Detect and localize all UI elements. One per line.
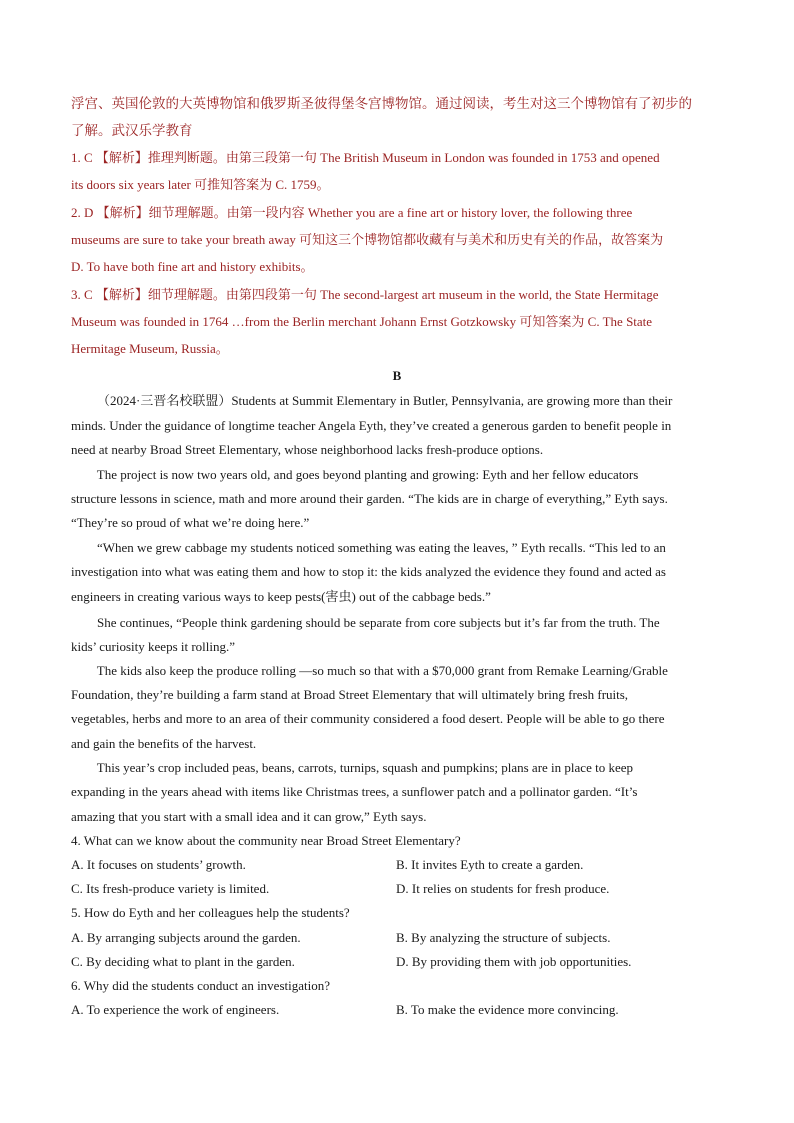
passage-p5-line-1: The kids also keep the produce rolling —so much so that with a $70,000 grant from Remake Learning/Grable [71, 663, 668, 678]
question-4-option-b: B. It invites Eyth to create a garden. [396, 857, 584, 872]
question-5-stem: 5. How do Eyth and her colleagues help the students? [71, 905, 350, 920]
passage-p2-line-1: The project is now two years old, and goes beyond planting and growing: Eyth and her fellow educators [71, 467, 639, 482]
section-heading: B [392, 368, 402, 383]
question-4-option-c: C. Its fresh-produce variety is limited. [71, 881, 270, 896]
question-4-option-d: D. It relies on students for fresh produce. [396, 881, 610, 896]
question-5-option-b: B. By analyzing the structure of subjects. [396, 930, 611, 945]
answer-2-line-3: D. To have both fine art and history exhibits。 [71, 259, 314, 274]
intro-line-1: 浮宫、英国伦敦的大英博物馆和俄罗斯圣彼得堡冬宫博物馆。通过阅读，考生对这三个博物馆有了初步的 [71, 96, 692, 111]
question-5-option-c: C. By deciding what to plant in the garden. [71, 954, 295, 969]
answer-1-line-1: 1. C 【解析】推理判断题。由第三段第一句 The British Museum in London was founded in 1753 and opened [71, 150, 660, 165]
question-5-option-d: D. By providing them with job opportunities. [396, 954, 632, 969]
question-4-stem: 4. What can we know about the community near Broad Street Elementary? [71, 833, 461, 848]
passage-p1-line-3: need at nearby Broad Street Elementary, whose neighborhood lacks fresh-produce options. [71, 442, 544, 457]
intro-line-2: 了解。武汉乐学教育 [71, 123, 193, 138]
question-5-option-a: A. By arranging subjects around the garden. [71, 930, 301, 945]
passage-p3-line-1: “When we grew cabbage my students noticed something was eating the leaves, ” Eyth recalls. “This led to an [71, 540, 666, 555]
passage-p6-line-1: This year’s crop included peas, beans, carrots, turnips, squash and pumpkins; plans are in place to keep [71, 760, 633, 775]
passage-p3-line-2: investigation into what was eating them and how to stop it: the kids analyzed the evidence they found and acted as [71, 564, 666, 579]
question-6-option-b: B. To make the evidence more convincing. [396, 1002, 619, 1017]
answer-3-line-3: Hermitage Museum, Russia。 [71, 341, 229, 356]
answer-1-line-2: its doors six years later 可推知答案为 C. 1759。 [71, 177, 330, 192]
question-4-option-a: A. It focuses on students’ growth. [71, 857, 246, 872]
passage-p3-line-3: engineers in creating various ways to keep pests(害虫) out of the cabbage beds.” [71, 589, 491, 604]
passage-p4-line-2: kids’ curiosity keeps it rolling.” [71, 639, 236, 654]
answer-3-line-2: Museum was founded in 1764 …from the Berlin merchant Johann Ernst Gotzkowsky 可知答案为 C. The State [71, 314, 653, 329]
passage-p2-line-2: structure lessons in science, math and more around their garden. “The kids are in charge of everything,” Eyth says. [71, 491, 668, 506]
question-6-option-a: A. To experience the work of engineers. [71, 1002, 280, 1017]
passage-p1-line-1: （2024·三晋名校联盟）Students at Summit Elementary in Butler, Pennsylvania, are growing more than their [71, 393, 673, 408]
answer-2-line-2: museums are sure to take your breath away 可知这三个博物馆都收藏有与美术和历史有关的作品，故答案为 [71, 232, 664, 247]
passage-p6-line-3: amazing that you start with a small idea and it can grow,” Eyth says. [71, 809, 427, 824]
passage-p4-line-1: She continues, “People think gardening should be separate from core subjects but it’s far from the truth. The [71, 615, 660, 630]
passage-p5-line-4: and gain the benefits of the harvest. [71, 736, 257, 751]
passage-p1-line-2: minds. Under the guidance of longtime teacher Angela Eyth, they’ve created a generous garden to benefit people in [71, 418, 672, 433]
answer-2-line-1: 2. D 【解析】细节理解题。由第一段内容 Whether you are a fine art or history lover, the following three [71, 205, 633, 220]
passage-p5-line-3: vegetables, herbs and more to an area of their community considered a food desert. People will be able to go there [71, 711, 665, 726]
passage-p2-line-3: “They’re so proud of what we’re doing here.” [71, 515, 310, 530]
passage-p6-line-2: expanding in the years ahead with items like Christmas trees, a sunflower patch and a pollinator garden. “It’s [71, 784, 638, 799]
passage-p5-line-2: Foundation, they’re building a farm stand at Broad Street Elementary that will ultimately bring fresh fruits, [71, 687, 629, 702]
answer-3-line-1: 3. C 【解析】细节理解题。由第四段第一句 The second-largest art museum in the world, the State Hermitage [71, 287, 659, 302]
question-6-stem: 6. Why did the students conduct an investigation? [71, 978, 330, 993]
